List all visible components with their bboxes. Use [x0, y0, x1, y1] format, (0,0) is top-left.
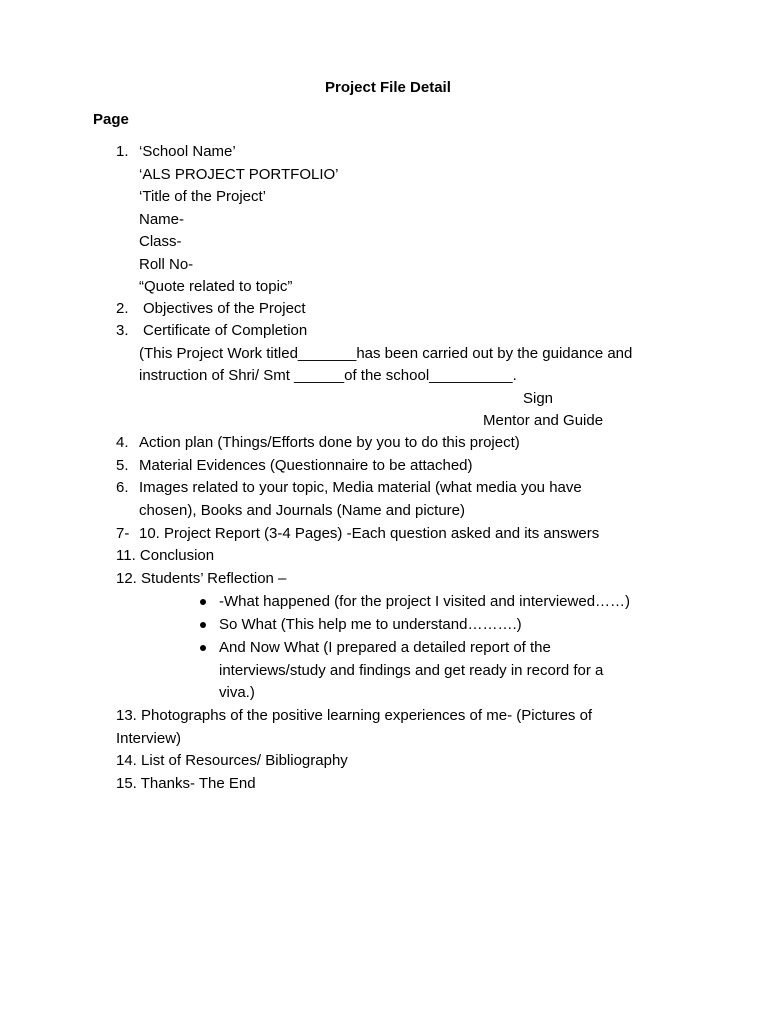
sign-label: Sign [523, 390, 554, 407]
item-number-4: 4. [116, 434, 129, 451]
page-label: Page [93, 111, 129, 128]
quote-line: “Quote related to topic” [139, 278, 293, 295]
reflection-bullet-3-line-1: And Now What (I prepared a detailed report of the [219, 639, 551, 656]
resources-line: 14. List of Resources/ Bibliography [116, 752, 348, 769]
document-title: Project File Detail [325, 79, 451, 96]
school-name-line: ‘School Name’ [139, 143, 236, 160]
project-title-line: ‘Title of the Project’ [139, 188, 266, 205]
roll-no-line: Roll No- [139, 256, 194, 273]
bullet-dot [200, 645, 206, 651]
reflection-bullet-2: So What (This help me to understand……….) [219, 616, 522, 633]
item-number-3: 3. [116, 322, 129, 339]
class-line: Class- [139, 233, 182, 250]
certificate-text-line-1: (This Project Work titled_______has been carried out by the guidance and [139, 345, 633, 362]
reflection-line: 12. Students’ Reflection – [116, 570, 287, 587]
mentor-label: Mentor and Guide [483, 412, 604, 429]
certificate-text-line-2: instruction of Shri/ Smt ______of the school__________. [139, 367, 517, 384]
reflection-bullet-3-line-2: interviews/study and findings and get ready in record for a [219, 662, 604, 679]
reflection-bullet-3-line-3: viva.) [219, 684, 255, 701]
item-number-7: 7- [116, 525, 130, 542]
material-evidence-line: Material Evidences (Questionnaire to be attached) [139, 457, 473, 474]
name-line: Name- [139, 211, 185, 228]
thanks-line: 15. Thanks- The End [116, 775, 256, 792]
item-number-2: 2. [116, 300, 129, 317]
bullet-dot [200, 622, 206, 628]
portfolio-line: ‘ALS PROJECT PORTFOLIO’ [139, 166, 339, 183]
reflection-bullet-1: -What happened (for the project I visited and interviewed……) [219, 593, 631, 610]
bullet-dot [200, 599, 206, 605]
action-plan-line: Action plan (Things/Efforts done by you to do this project) [139, 434, 520, 451]
photographs-line-2: Interview) [116, 730, 182, 747]
item-number-1: 1. [116, 143, 129, 160]
images-line-2: chosen), Books and Journals (Name and picture) [139, 502, 466, 519]
item-number-5: 5. [116, 457, 129, 474]
photographs-line-1: 13. Photographs of the positive learning experiences of me- (Pictures of [116, 707, 593, 724]
item-number-6: 6. [116, 479, 129, 496]
objectives-line: Objectives of the Project [143, 300, 306, 317]
certificate-line: Certificate of Completion [143, 322, 308, 339]
images-line-1: Images related to your topic, Media material (what media you have [139, 479, 582, 496]
project-report-line: 10. Project Report (3-4 Pages) -Each question asked and its answers [139, 525, 600, 542]
conclusion-line: 11. Conclusion [116, 547, 215, 564]
